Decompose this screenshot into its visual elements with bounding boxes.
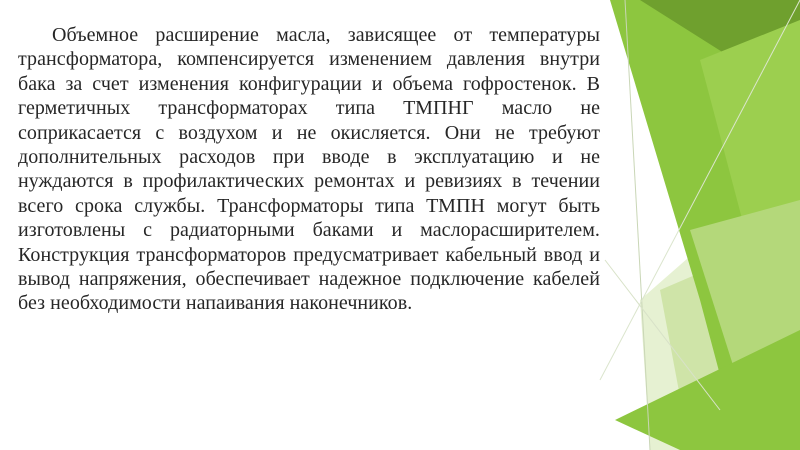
body-paragraph: Объемное расширение масла, зависящее от температуры трансформатора, компенсируется изменением давления внутри бака за счет изменения конфигурации и объема гофростенок. В герметичных трансформаторах типа ТМПНГ масло не соприкасается с воздухом и не окисляется. Они не требуют дополнительных расходов при вводе в эксплуатацию и не нуждаются в профилактических ремонтах и ревизиях в течении всего срока службы. Трансформаторы типа ТМПН могут быть изготовлены с радиаторными баками и маслорасширителем. Конструкция трансформаторов предусматривает кабельный ввод и вывод напряжения, обеспечивает надежное подключение кабелей без необходимости напаивания наконечников. [18, 24, 600, 315]
